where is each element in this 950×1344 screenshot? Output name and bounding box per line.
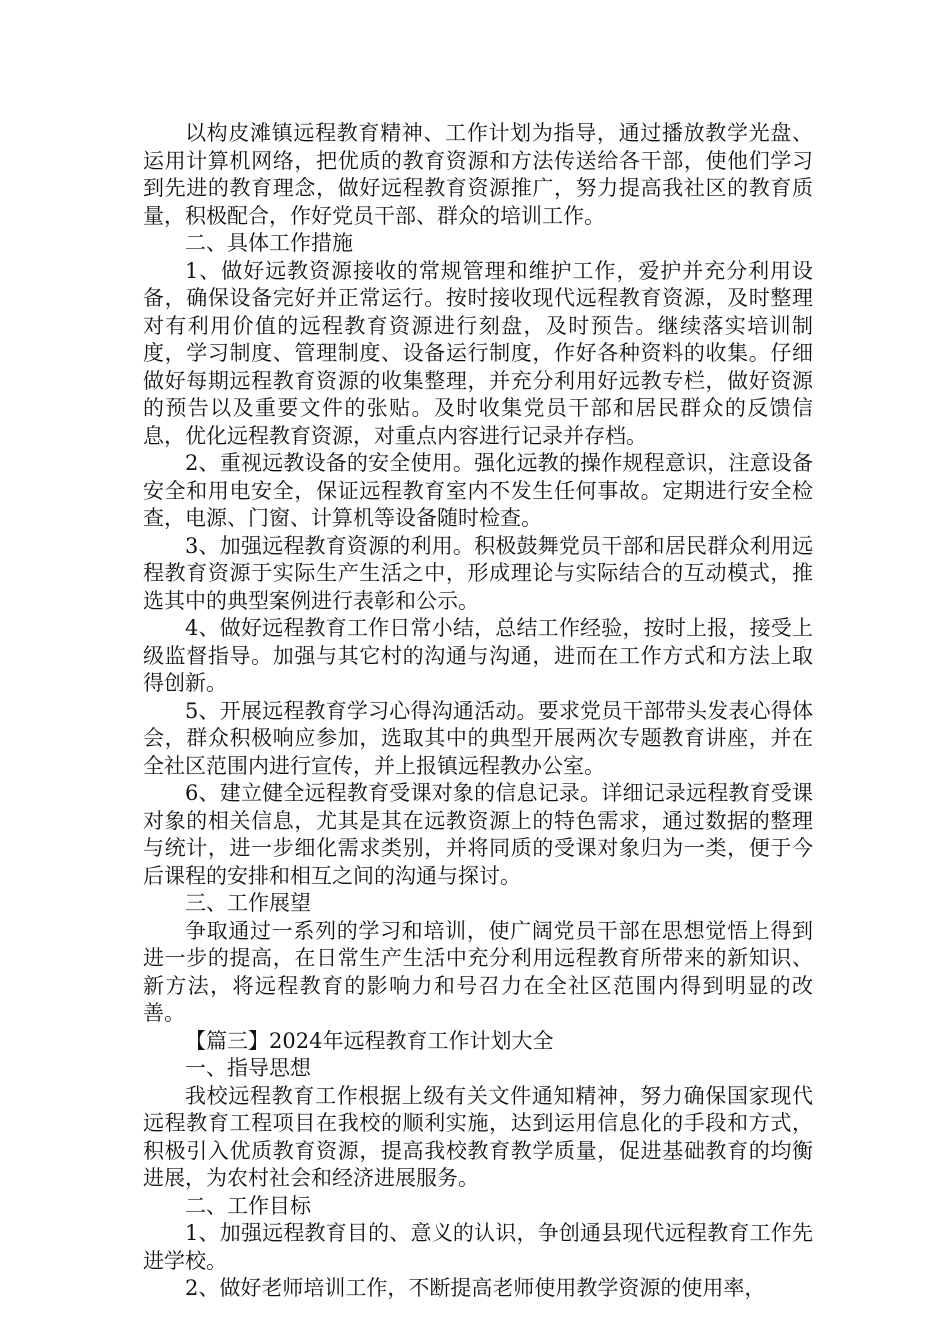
heading-specific-measures: 二、具体工作措施	[185, 231, 353, 255]
heading-work-goals: 二、工作目标	[185, 1193, 311, 1218]
heading-work-outlook: 三、工作展望	[185, 891, 311, 915]
paragraph-measure-5: 5、开展远程教育学习心得沟通活动。要求党员干部带头发表心得体会，群众积极响应参加，选取其中的典型开展两次专题教育讲座，并在全社区范围内进行宣传，并上报镇远程教办公室。	[143, 698, 813, 778]
paragraph-outlook: 争取通过一系列的学习和培训，使广阔党员干部在思想觉悟上得到进一步的提高，在日常生产生活中充分利用远程教育所带来的新知识、新方法，将远程教育的影响力和号召力在全社区范围内得到明显的改善。	[143, 918, 813, 1025]
paragraph-goal-2: 2、做好老师培训工作，不断提高老师使用教学资源的使用率，	[185, 1276, 766, 1300]
paragraph-measure-1: 1、做好远教资源接收的常规管理和维护工作，爱护并充分利用设备，确保设备完好并正常运行。按时接收现代远程教育资源，及时整理对有利用价值的远程教育资源进行刻盘，及时预告。继续落实培训制度，学习制度、管理制度、设备运行制度，作好各种资料的收集。仔细做好每期远程教育资源的收集整理，并充分利用好远教专栏，做好资源的预告以及重要文件的张贴。及时收集党员干部和居民群众的反馈信息，优化远程教育资源，对重点内容进行记录并存档。	[143, 258, 813, 448]
paragraph-measure-6: 6、建立健全远程教育受课对象的信息记录。详细记录远程教育受课对象的相关信息，尤其是其在远教资源上的特色需求，通过数据的整理与统计，进一步细化需求类别，并将同质的受课对象归为一类，便于今后课程的安排和相互之间的沟通与探讨。	[143, 781, 813, 888]
paragraph-measure-4: 4、做好远程教育工作日常小结，总结工作经验，按时上报，接受上级监督指导。加强与其它村的沟通与沟通，进而在工作方式和方法上取得创新。	[143, 616, 813, 695]
paragraph-guiding-intro: 以构皮滩镇远程教育精神、工作计划为指导，通过播放教学光盘、运用计算机网络，把优质的教育资源和方法传送给各干部，使他们学习到先进的教育理念，做好远程教育资源推广，努力提高我社区的教育质量，积极配合，作好党员干部、群众的培训工作。	[143, 121, 813, 228]
paragraph-measure-3: 3、加强远程教育资源的利用。积极鼓舞党员干部和居民群众利用远程教育资源于实际生产生活之中，形成理论与实际结合的互动模式，推选其中的典型案例进行表彰和公示。	[143, 533, 813, 613]
heading-guiding-thought: 一、指导思想	[185, 1056, 311, 1080]
paragraph-guiding-thought: 我校远程教育工作根据上级有关文件通知精神，努力确保国家现代远程教育工程项目在我校的顺利实施，达到运用信息化的手段和方式，积极引入优质教育资源，提高我校教育教学质量，促进基础教育的均衡进展，为农村社会和经济进展服务。	[143, 1083, 813, 1190]
paragraph-measure-2: 2、重视远教设备的安全使用。强化远教的操作规程意识，注意设备安全和用电安全，保证远程教育室内不发生任何事故。定期进行安全检查，电源、门窗、计算机等设备随时检查。	[143, 451, 813, 530]
paragraph-goal-1: 1、加强远程教育目的、意义的认识，争创通县现代远程教育工作先进学校。	[143, 1221, 813, 1273]
document-body	[143, 120, 813, 1303]
section-title-part-three: 【篇三】2024年远程教育工作计划大全	[185, 1028, 554, 1053]
